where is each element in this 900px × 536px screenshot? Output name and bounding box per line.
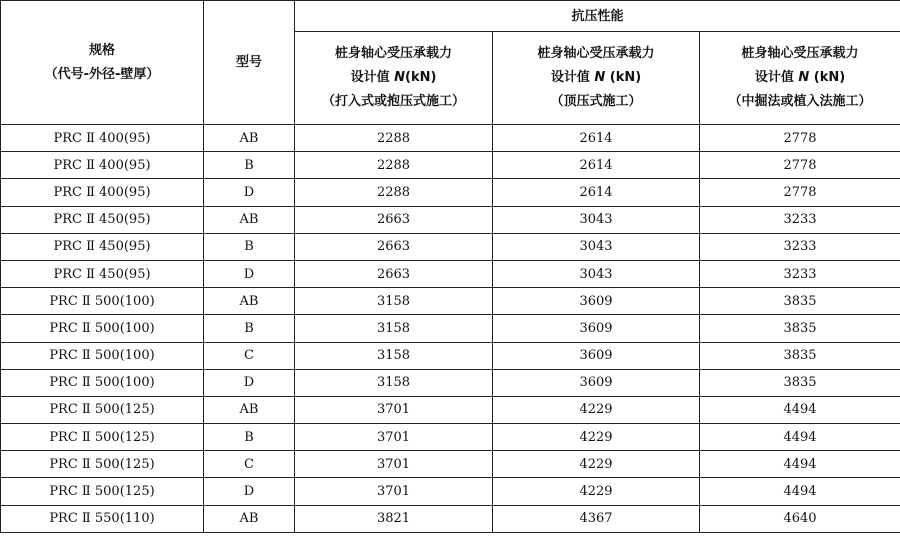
cell-capacity-jacked: 2614 [493,179,700,206]
header-unit-kn: (kN) [605,70,642,85]
cell-capacity-bored: 4494 [700,396,900,423]
cell-type: D [204,369,295,396]
header-capacity-title: 桩身轴心受压承载力 [741,46,859,61]
cell-capacity-bored: 4640 [700,505,900,532]
table-body [1,1,900,533]
header-design-value-text: 设计值 [350,70,395,85]
cell-capacity-jacked: 4229 [493,478,700,505]
cell-capacity-bored: 3835 [700,342,900,369]
header-row-top [1,1,900,32]
cell-capacity-driven: 3701 [295,478,493,505]
cell-capacity-bored: 2778 [700,125,900,152]
cell-type: D [204,179,295,206]
cell-spec: PRC Ⅱ 500(100) [1,288,204,315]
table-row [1,152,900,179]
table-row [1,478,900,505]
cell-capacity-bored: 2778 [700,179,900,206]
header-design-value-text: 设计值 [754,70,799,85]
cell-spec: PRC Ⅱ 500(100) [1,342,204,369]
cell-spec: PRC Ⅱ 450(95) [1,233,204,260]
header-unit-kn: (kN) [405,70,437,85]
cell-capacity-driven: 3701 [295,396,493,423]
cell-type: AB [204,288,295,315]
cell-spec: PRC Ⅱ 400(95) [1,152,204,179]
cell-capacity-driven: 2663 [295,260,493,287]
cell-capacity-driven: 2288 [295,179,493,206]
header-capacity-title: 桩身轴心受压承载力 [334,46,452,61]
header-construction-method: （中掘法或植入法施工） [728,94,872,109]
header-capacity-driven [295,32,493,125]
cell-spec: PRC Ⅱ 550(110) [1,505,204,532]
cell-spec: PRC Ⅱ 450(95) [1,260,204,287]
cell-type: B [204,233,295,260]
cell-spec: PRC Ⅱ 500(100) [1,315,204,342]
header-symbol-n: N [594,70,606,85]
cell-spec: PRC Ⅱ 500(125) [1,424,204,451]
cell-spec: PRC Ⅱ 400(95) [1,125,204,152]
cell-spec: PRC Ⅱ 400(95) [1,179,204,206]
header-construction-method: （打入式或抱压式施工） [321,94,465,109]
cell-capacity-jacked: 3043 [493,233,700,260]
cell-capacity-bored: 3835 [700,315,900,342]
header-spec [1,1,204,125]
cell-capacity-bored: 2778 [700,152,900,179]
header-symbol-n: N [798,70,810,85]
table-row [1,179,900,206]
cell-capacity-bored: 4494 [700,478,900,505]
header-type-label: 型号 [235,55,262,70]
cell-capacity-jacked: 4229 [493,396,700,423]
cell-type: C [204,342,295,369]
header-design-value-text: 设计值 [550,70,595,85]
cell-type: AB [204,396,295,423]
cell-capacity-jacked: 2614 [493,152,700,179]
cell-type: C [204,451,295,478]
cell-capacity-bored: 3835 [700,288,900,315]
header-capacity-unit [295,66,492,90]
cell-capacity-bored: 4494 [700,424,900,451]
header-type [204,1,295,125]
cell-capacity-driven: 3158 [295,342,493,369]
header-group-label: 抗压性能 [571,8,624,24]
cell-capacity-jacked: 3609 [493,342,700,369]
cell-type: B [204,424,295,451]
cell-type: D [204,260,295,287]
cell-capacity-driven: 3158 [295,369,493,396]
cell-capacity-jacked: 3043 [493,260,700,287]
cell-spec: PRC Ⅱ 500(125) [1,396,204,423]
table-row [1,206,900,233]
cell-capacity-jacked: 2614 [493,125,700,152]
cell-capacity-jacked: 3043 [493,206,700,233]
cell-capacity-jacked: 3609 [493,315,700,342]
cell-capacity-driven: 3821 [295,505,493,532]
header-group-compression [295,1,900,32]
header-symbol-n: N [394,70,405,85]
cell-capacity-driven: 2288 [295,152,493,179]
cell-spec: PRC Ⅱ 500(125) [1,451,204,478]
cell-capacity-bored: 3233 [700,233,900,260]
cell-capacity-bored: 3233 [700,260,900,287]
cell-capacity-bored: 4494 [700,451,900,478]
cell-capacity-jacked: 4367 [493,505,700,532]
cell-type: AB [204,505,295,532]
table-row [1,260,900,287]
table-row [1,125,900,152]
table-row [1,424,900,451]
header-spec-sublabel: （代号-外径-壁厚） [44,66,160,82]
table-row [1,233,900,260]
table-row [1,315,900,342]
cell-capacity-driven: 2663 [295,233,493,260]
cell-type: AB [204,125,295,152]
cell-capacity-driven: 3701 [295,424,493,451]
cell-capacity-jacked: 4229 [493,451,700,478]
table-row [1,396,900,423]
cell-capacity-jacked: 4229 [493,424,700,451]
cell-type: B [204,152,295,179]
table-row [1,505,900,532]
table-row [1,342,900,369]
header-capacity-bored [700,32,900,125]
cell-spec: PRC Ⅱ 500(125) [1,478,204,505]
cell-capacity-bored: 3835 [700,369,900,396]
cell-type: D [204,478,295,505]
header-construction-method: （顶压式施工） [550,94,642,109]
header-unit-kn: (kN) [809,70,846,85]
cell-spec: PRC Ⅱ 500(100) [1,369,204,396]
cell-capacity-jacked: 3609 [493,288,700,315]
cell-capacity-driven: 3701 [295,451,493,478]
cell-capacity-driven: 3158 [295,288,493,315]
cell-capacity-bored: 3233 [700,206,900,233]
cell-type: B [204,315,295,342]
table-row [1,451,900,478]
header-capacity-jacked [493,32,700,125]
header-capacity-unit [493,66,699,90]
table-row [1,369,900,396]
header-capacity-unit [700,66,900,90]
header-spec-label: 规格 [88,42,115,58]
cell-capacity-driven: 2288 [295,125,493,152]
cell-capacity-jacked: 3609 [493,369,700,396]
cell-capacity-driven: 2663 [295,206,493,233]
cell-spec: PRC Ⅱ 450(95) [1,206,204,233]
cell-capacity-driven: 3158 [295,315,493,342]
table-row [1,288,900,315]
cell-type: AB [204,206,295,233]
header-capacity-title: 桩身轴心受压承载力 [537,46,655,61]
